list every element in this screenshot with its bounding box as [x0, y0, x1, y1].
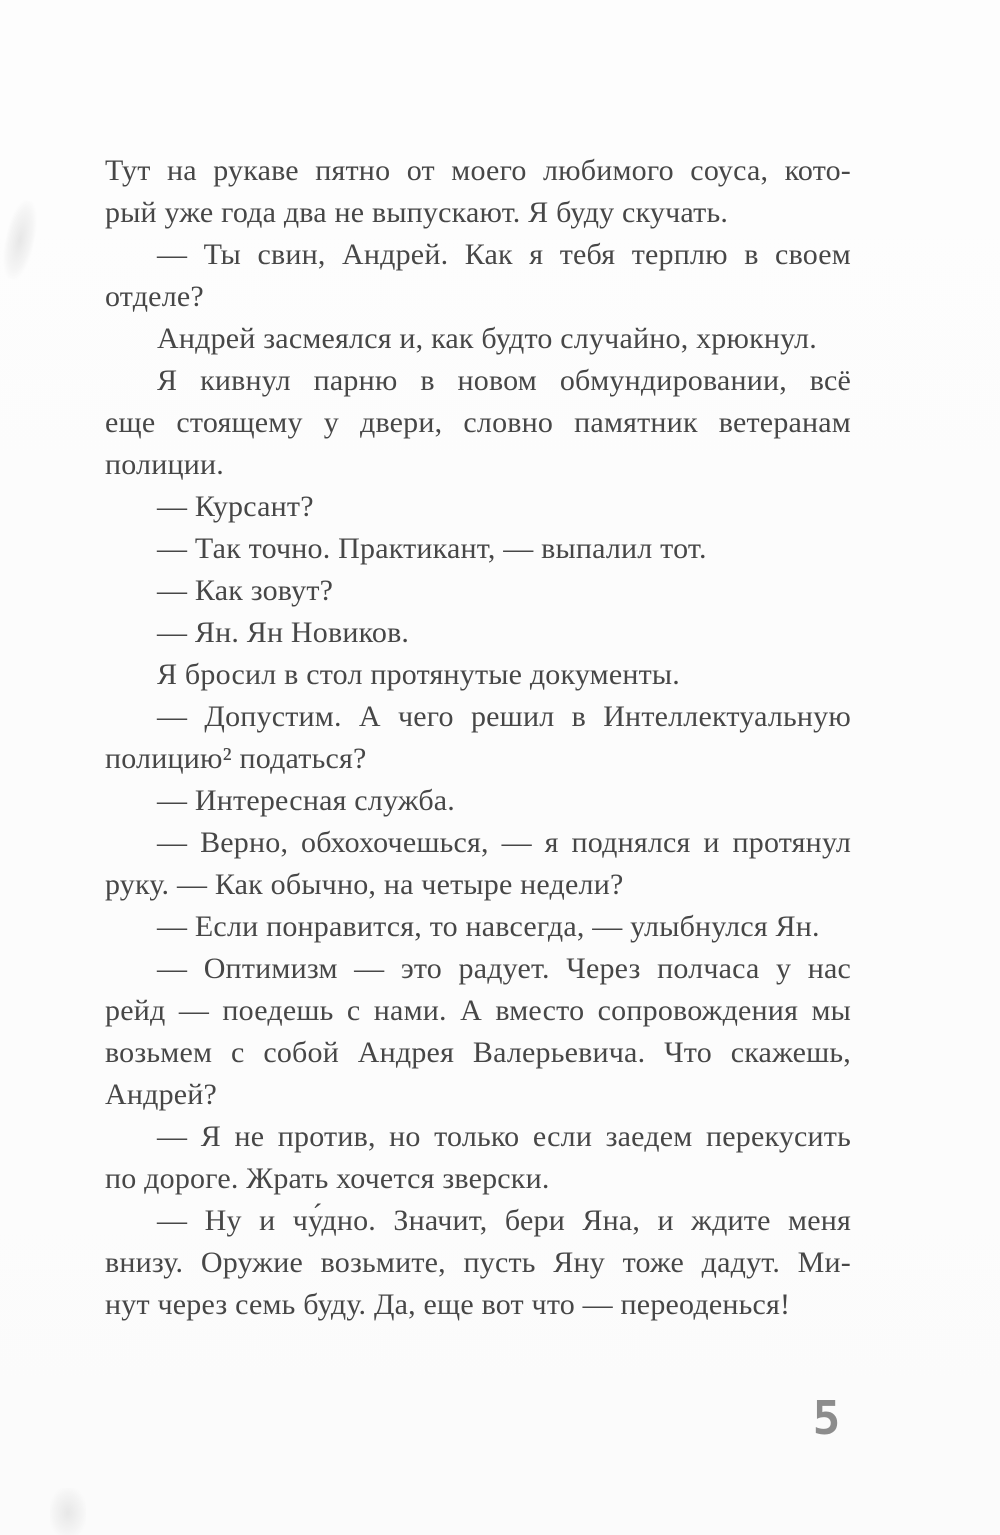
scan-smudge-bottom-left	[50, 1488, 86, 1535]
text-line: рейд — поедешь с нами. А вместо сопровождения мы	[105, 994, 851, 1027]
text-line: Тут на рукаве пятно от моего любимого соуса, кото-	[105, 154, 851, 187]
text-line: Я бросил в стол протянутые документы.	[157, 658, 680, 691]
body-text-column	[105, 150, 851, 1326]
text-line: по дороге. Жрать хочется зверски.	[105, 1162, 550, 1195]
text-line: — Я не против, но только если заедем перекусить	[157, 1120, 851, 1153]
text-line: — Оптимизм — это радует. Через полчаса у нас	[157, 952, 851, 985]
text-line: — Ты свин, Андрей. Как я тебя терплю в своем	[157, 238, 851, 271]
text-line: — Допустим. А чего решил в Интеллектуальную	[157, 700, 851, 733]
page-number: 5	[812, 1391, 840, 1445]
text-line: руку. — Как обычно, на четыре недели?	[105, 868, 624, 901]
text-line: нут через семь буду. Да, еще вот что — переоденься!	[105, 1288, 791, 1321]
scan-smudge-left-edge	[0, 198, 42, 282]
text-line: — Ну и чу́дно. Значит, бери Яна, и ждите меня	[157, 1204, 851, 1237]
text-line: рый уже года два не выпускают. Я буду скучать.	[105, 196, 729, 229]
text-line: — Так точно. Практикант, — выпалил тот.	[157, 532, 707, 565]
text-line: — Верно, обхохочешься, — я поднялся и протянул	[157, 826, 851, 859]
text-line: — Как зовут?	[157, 574, 334, 607]
text-line: Андрей?	[105, 1078, 218, 1111]
text-line: возьмем с собой Андрея Валерьевича. Что скажешь,	[105, 1036, 851, 1069]
text-line: — Ян. Ян Новиков.	[157, 616, 410, 649]
text-line: внизу. Оружие возьмите, пусть Яну тоже дадут. Ми-	[105, 1246, 851, 1279]
text-line: — Курсант?	[157, 490, 314, 523]
text-line: еще стоящему у двери, словно памятник ветеранам	[105, 406, 851, 439]
text-line: полиции.	[105, 448, 224, 481]
text-line: — Интересная служба.	[157, 784, 455, 817]
text-line: Я кивнул парню в новом обмундировании, всё	[157, 364, 851, 397]
text-line: отделе?	[105, 280, 204, 313]
text-line: полицию² податься?	[105, 742, 367, 775]
text-line: Андрей засмеялся и, как будто случайно, хрюкнул.	[157, 322, 817, 355]
text-line: — Если понравится, то навсегда, — улыбнулся Ян.	[157, 910, 820, 943]
